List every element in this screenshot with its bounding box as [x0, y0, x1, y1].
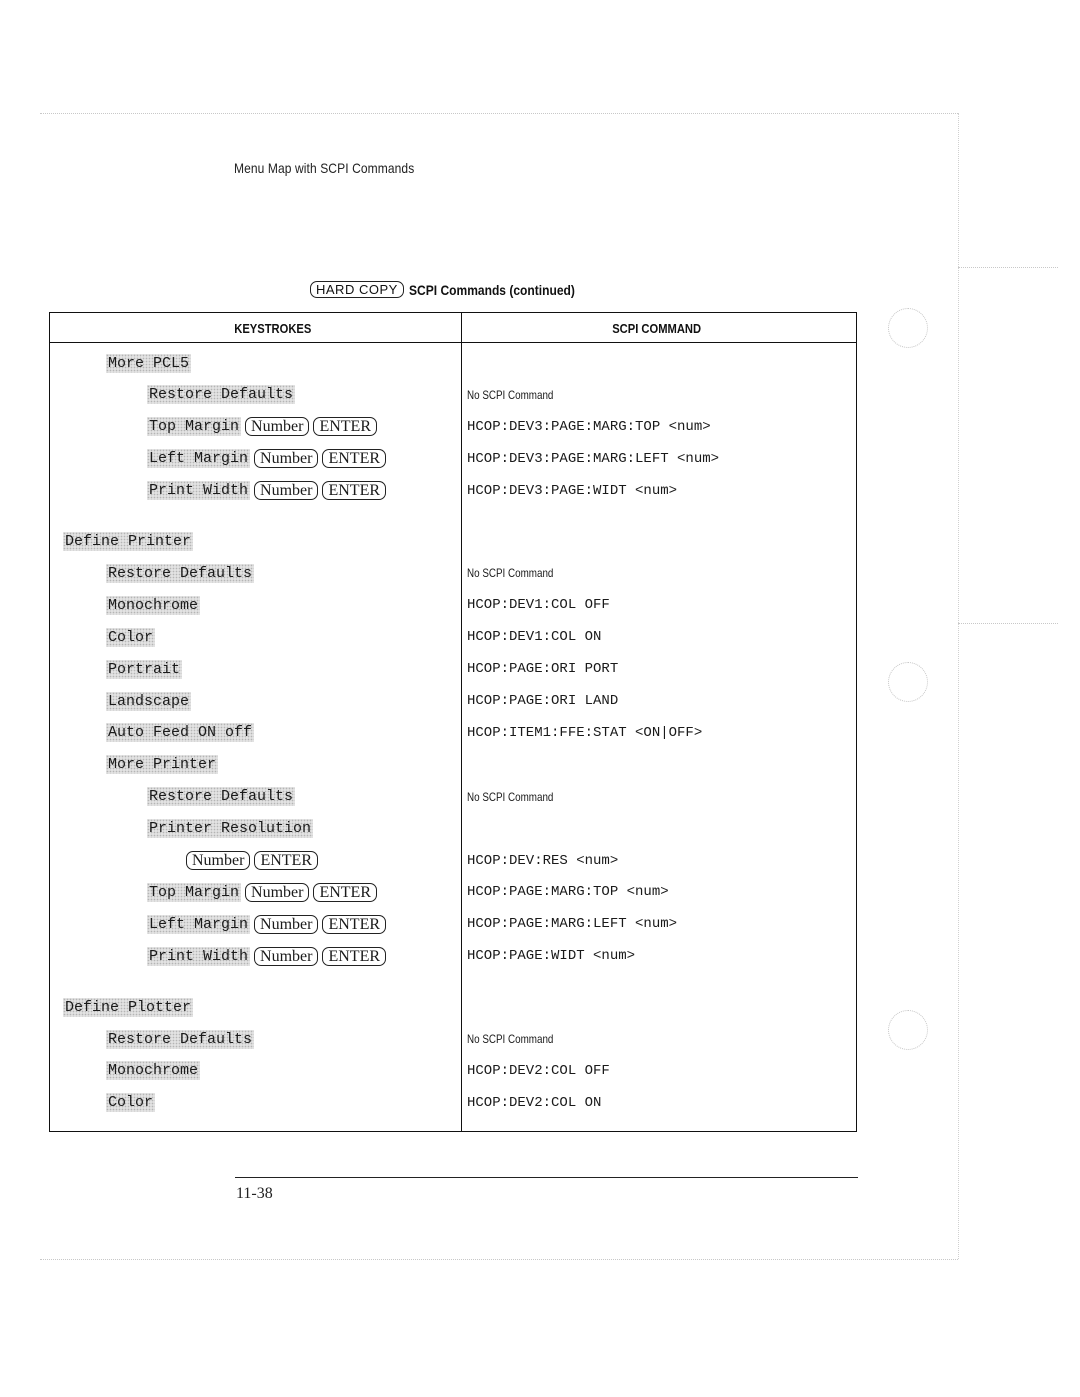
table-row	[50, 351, 856, 383]
header-rule	[50, 342, 856, 343]
softkey-label: Color	[108, 628, 154, 646]
hardkey-label: ENTER	[322, 449, 386, 468]
keystroke-sequence	[147, 944, 386, 968]
scpi-command: HCOP:DEV1:COL ON	[467, 629, 602, 646]
table-row	[50, 880, 856, 912]
softkey-label: Monochrome	[108, 596, 199, 614]
keystroke-sequence	[106, 351, 191, 375]
keystroke-sequence	[63, 995, 193, 1019]
table-row	[50, 995, 856, 1027]
footer-rule	[235, 1177, 858, 1178]
hardkey-label: ENTER	[322, 481, 386, 500]
scpi-command: HCOP:DEV1:COL OFF	[467, 597, 610, 614]
hardkey-label: ENTER	[313, 417, 377, 436]
scpi-command: No SCPI Command	[467, 387, 554, 402]
softkey-label: More PCL5	[108, 354, 190, 372]
keystroke-sequence	[106, 1091, 155, 1115]
softkey-label: Portrait	[108, 660, 181, 678]
scpi-command: HCOP:DEV2:COL OFF	[467, 1062, 610, 1079]
scpi-command: HCOP:PAGE:ORI LAND	[467, 693, 619, 709]
scpi-command: HCOP:PAGE:MARG:TOP <num>	[467, 884, 669, 901]
table-row	[50, 849, 856, 881]
keystrokes-header: KEYSTROKES	[234, 321, 312, 336]
scpi-command: HCOP:DEV3:PAGE:WIDT <num>	[467, 482, 678, 499]
page-number: 11-38	[236, 1185, 273, 1202]
keystroke-sequence	[147, 383, 295, 407]
page-edge-right	[958, 113, 959, 1259]
keystroke-sequence	[106, 721, 254, 745]
scpi-command: HCOP:DEV:RES <num>	[467, 852, 619, 869]
keystroke-sequence	[147, 817, 313, 841]
binder-hole-top	[888, 308, 928, 348]
softkey-label: Restore Defaults	[149, 386, 294, 404]
scpi-command: HCOP:PAGE:MARG:LEFT <num>	[467, 916, 678, 933]
keystroke-sequence	[106, 753, 218, 777]
table-row	[50, 1059, 856, 1091]
caption-text: SCPI Commands (continued)	[408, 281, 575, 298]
softkey-label: Print Width	[149, 947, 249, 965]
hardkey-label: Number	[245, 883, 309, 902]
scpi-command: No SCPI Command	[467, 789, 554, 804]
keystroke-sequence	[147, 880, 377, 904]
keystroke-sequence	[147, 415, 377, 439]
scpi-command: HCOP:PAGE:ORI PORT	[467, 661, 619, 678]
softkey-label: More Printer	[108, 756, 217, 774]
softkey-label: Restore Defaults	[149, 788, 294, 806]
keystroke-sequence	[106, 561, 254, 585]
table-row	[50, 625, 856, 657]
scpi-command: HCOP:ITEM1:FFE:STAT <ON|OFF>	[467, 724, 703, 741]
table-row	[50, 530, 856, 562]
softkey-label: Top Margin	[149, 883, 240, 901]
table-row	[50, 689, 856, 721]
keystroke-sequence	[106, 1059, 200, 1083]
keystroke-sequence	[106, 1027, 254, 1051]
softkey-label: Restore Defaults	[108, 564, 253, 582]
table-caption	[310, 281, 602, 298]
softkey-label: Restore Defaults	[108, 1030, 253, 1048]
table-row	[50, 944, 856, 976]
table-row	[50, 785, 856, 817]
table-row	[50, 479, 856, 511]
page-edge-top	[40, 113, 958, 114]
binder-hole-middle	[888, 662, 928, 702]
keystroke-sequence	[106, 625, 155, 649]
hardkey-label: Number	[254, 947, 318, 966]
table-row	[50, 753, 856, 785]
softkey-label: Left Margin	[149, 915, 249, 933]
keystroke-sequence	[186, 849, 318, 873]
table-row	[50, 383, 856, 415]
table-row	[50, 447, 856, 479]
hardkey-label: Number	[186, 851, 250, 870]
table-row	[50, 817, 856, 849]
hardkey-label: ENTER	[313, 883, 377, 902]
table-row	[50, 657, 856, 689]
tab-divider-upper	[958, 267, 1058, 268]
table-row	[50, 415, 856, 447]
table-row	[50, 561, 856, 593]
scpi-command: HCOP:DEV2:COL ON	[467, 1094, 602, 1111]
keystroke-sequence	[147, 912, 386, 936]
softkey-label: Define Plotter	[65, 998, 192, 1016]
binder-hole-bottom	[888, 1010, 928, 1050]
hardkey-label: ENTER	[322, 947, 386, 966]
scpi-command: No SCPI Command	[467, 1032, 554, 1046]
hardkey-label: Number	[254, 449, 318, 468]
softkey-label: Landscape	[108, 692, 190, 710]
softkey-label: Top Margin	[149, 418, 240, 436]
table-row	[50, 912, 856, 944]
hardkey-label: Number	[254, 481, 318, 500]
scpi-table	[49, 312, 857, 1132]
table-row	[50, 1027, 856, 1059]
softkey-label: Define Printer	[65, 533, 192, 550]
keystroke-sequence	[147, 479, 386, 503]
keystroke-sequence	[147, 447, 386, 471]
softkey-label: Monochrome	[108, 1062, 199, 1080]
softkey-label: Left Margin	[149, 450, 249, 468]
keystroke-sequence	[106, 689, 191, 713]
keystroke-sequence	[106, 593, 200, 617]
table-row	[50, 593, 856, 625]
hard-copy-key: HARD COPY	[310, 281, 404, 298]
table-row	[50, 721, 856, 753]
table-row	[50, 1091, 856, 1123]
softkey-label: Color	[108, 1094, 154, 1112]
scpi-command: HCOP:DEV3:PAGE:MARG:LEFT <num>	[467, 450, 720, 467]
running-head: Menu Map with SCPI Commands	[234, 160, 415, 176]
tab-divider-lower	[958, 623, 1058, 624]
scpi-command: No SCPI Command	[467, 566, 554, 581]
hardkey-label: Number	[245, 417, 309, 436]
hardkey-label: ENTER	[322, 915, 386, 934]
page-edge-bottom	[40, 1259, 958, 1260]
softkey-label: Printer Resolution	[149, 820, 312, 838]
softkey-label: Auto Feed ON off	[108, 724, 253, 742]
softkey-label: Print Width	[149, 482, 249, 500]
scpi-command: HCOP:DEV3:PAGE:MARG:TOP <num>	[467, 418, 711, 435]
scpi-command: HCOP:PAGE:WIDT <num>	[467, 948, 636, 965]
hardkey-label: ENTER	[254, 851, 318, 870]
keystroke-sequence	[63, 530, 193, 554]
hardkey-label: Number	[254, 915, 318, 934]
keystroke-sequence	[147, 785, 295, 809]
keystroke-sequence	[106, 657, 182, 681]
scpi-command-header: SCPI COMMAND	[612, 321, 702, 336]
